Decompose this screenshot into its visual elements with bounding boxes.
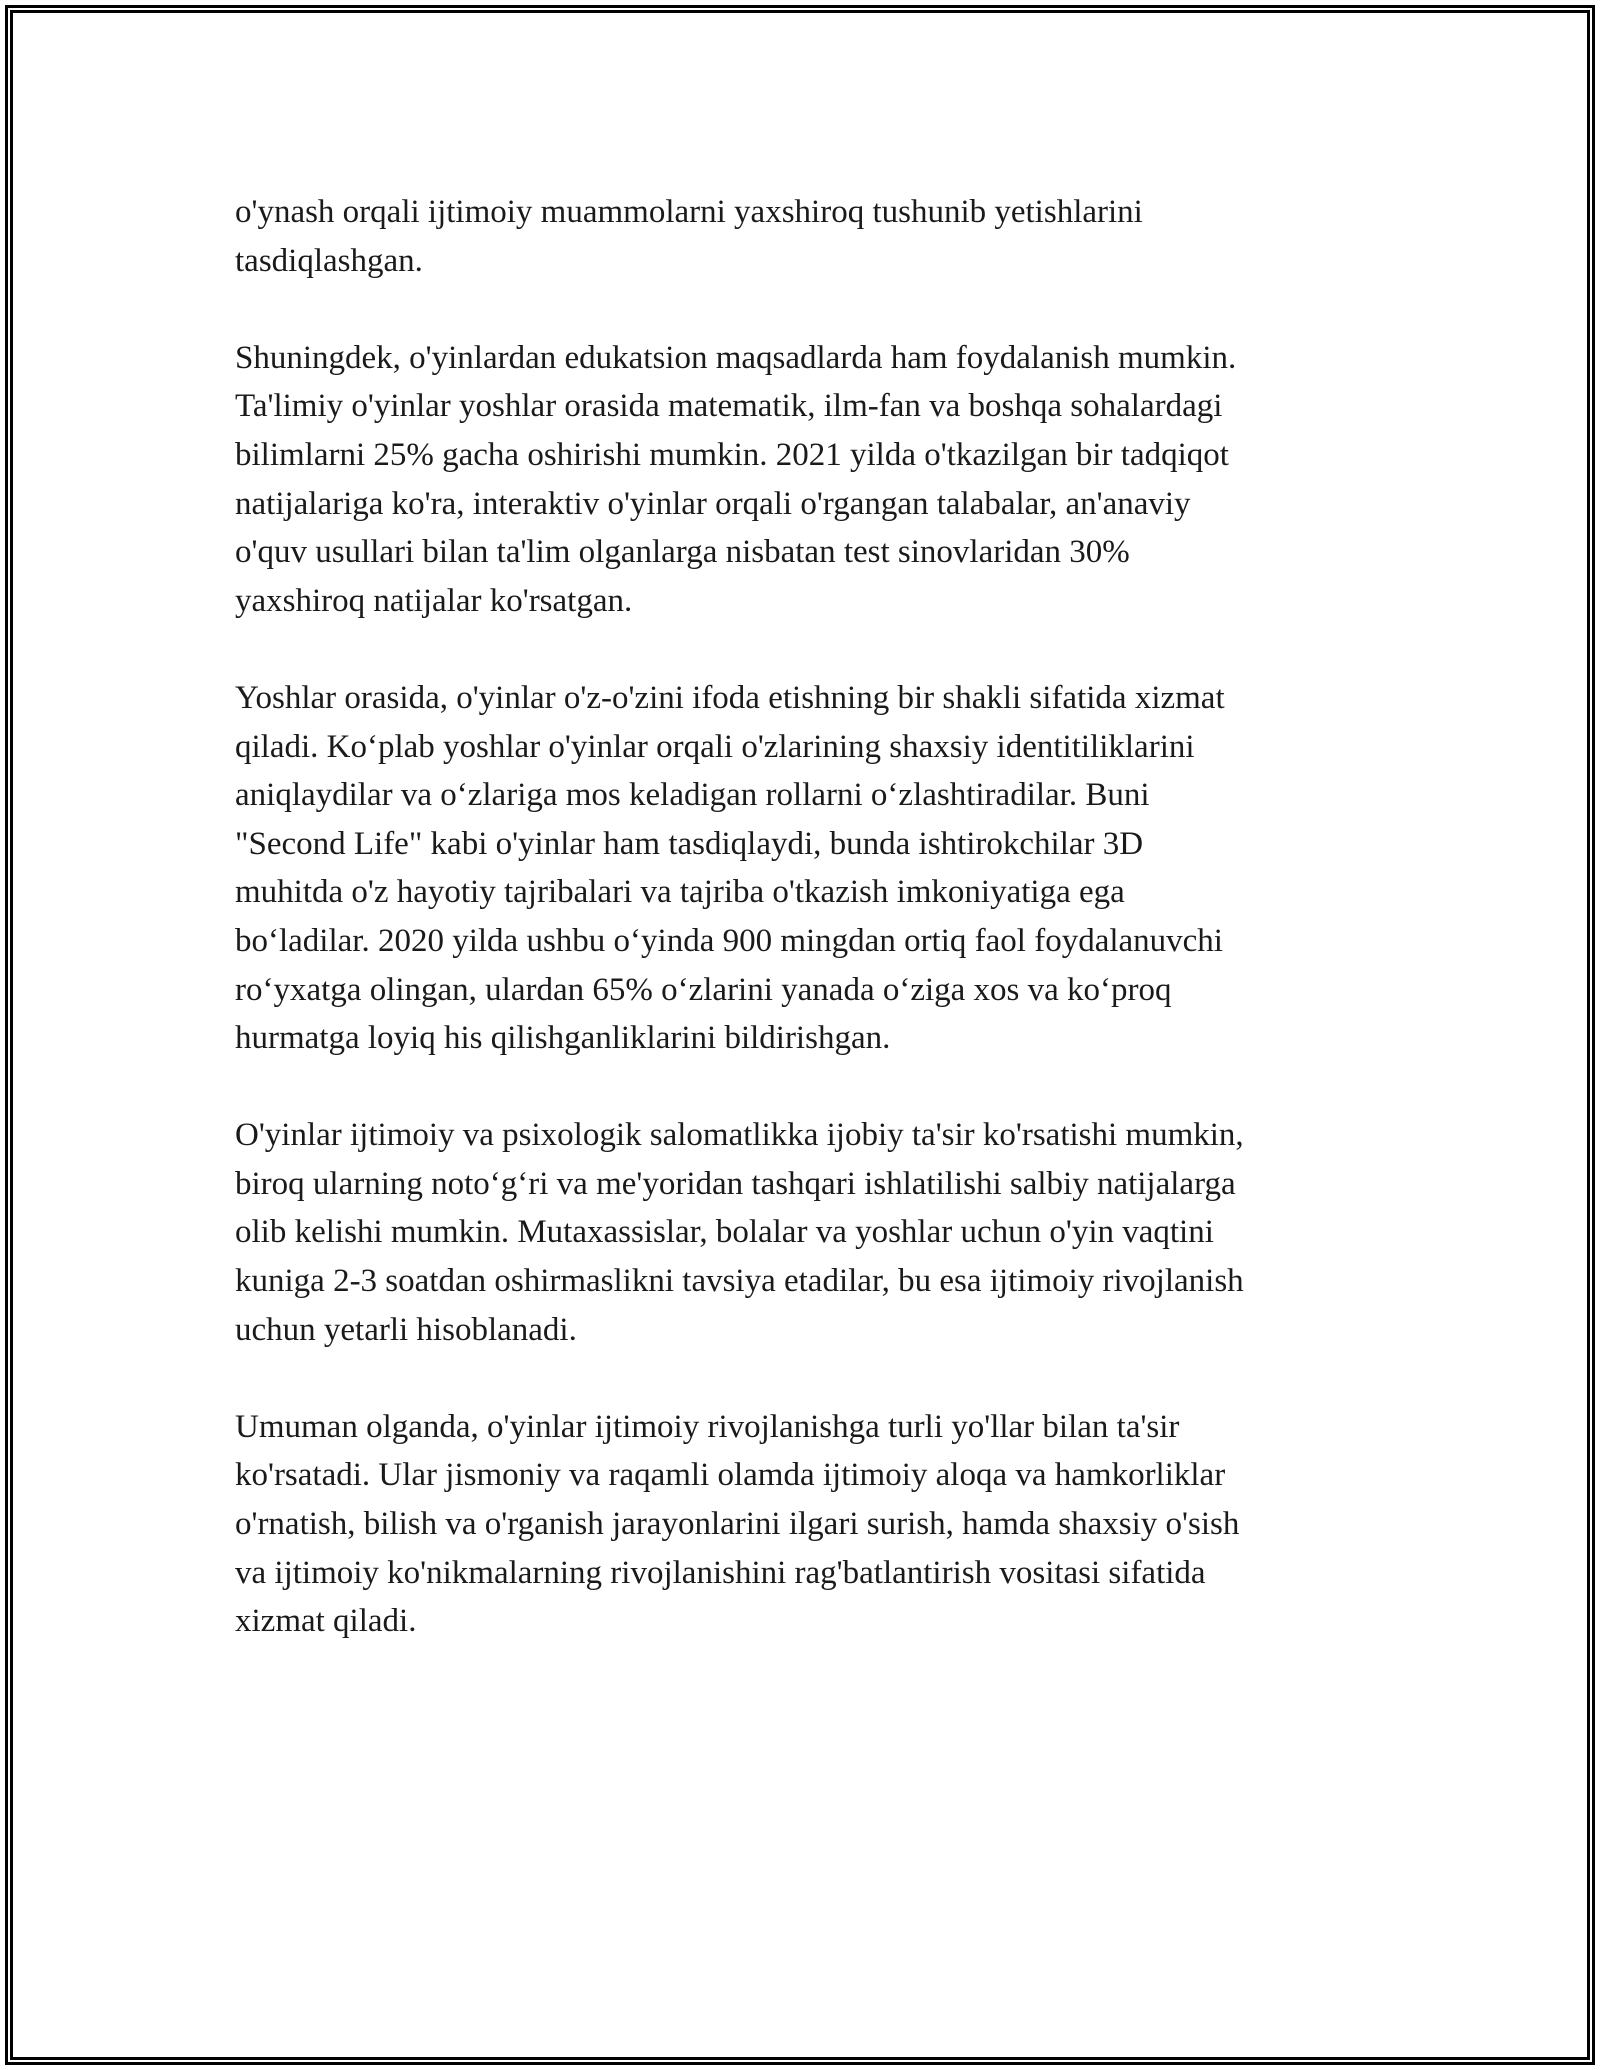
paragraph-line: O'yinlar ijtimoiy va psixologik salomatlikka ijobiy ta'sir ko'rsatishi mumkin, [235,1117,1244,1154]
paragraph-line: uchun yetarli hisoblanadi. [235,1311,577,1348]
paragraph-3 [235,674,1375,1063]
paragraph-line: yaxshiroq natijalar ko'rsatgan. [235,582,633,619]
paragraph-line: biroq ularning notoʻgʻri va me'yoridan tashqari ishlatilishi salbiy natijalarga [235,1165,1236,1202]
paragraph-line: o'rnatish, bilish va o'rganish jarayonlarini ilgari surish, hamda shaxsiy o'sish [235,1506,1240,1543]
paragraph-line: Yoshlar orasida, o'yinlar o'z-o'zini ifoda etishning bir shakli sifatida xizmat [235,679,1225,716]
paragraph-line: tasdiqlashgan. [235,242,423,279]
document-body [235,188,1375,1694]
paragraph-line: Ta'limiy o'yinlar yoshlar orasida matematik, ilm-fan va boshqa sohalardagi [235,388,1223,425]
paragraph-4 [235,1111,1375,1354]
paragraph-line: qiladi. Koʻplab yoshlar o'yinlar orqali o'zlarining shaxsiy identitiliklarini [235,728,1195,765]
paragraph-line: roʻyxatga olingan, ulardan 65% oʻzlarini yanada oʻziga xos va koʻproq [235,971,1172,1008]
paragraph-line: kuniga 2-3 soatdan oshirmaslikni tavsiya etadilar, bu esa ijtimoiy rivojlanish [235,1263,1244,1300]
paragraph-line: "Second Life" kabi o'yinlar ham tasdiqlaydi, bunda ishtirokchilar 3D [235,825,1144,862]
paragraph-5 [235,1403,1375,1646]
paragraph-line: hurmatga loyiq his qilishganliklarini bildirishgan. [235,1020,891,1057]
paragraph-line: aniqlaydilar va oʻzlariga mos keladigan rollarni oʻzlashtiradilar. Buni [235,777,1150,814]
paragraph-line: xizmat qiladi. [235,1603,417,1640]
paragraph-2 [235,334,1375,626]
paragraph-line: va ijtimoiy ko'nikmalarning rivojlanishini rag'batlantirish vositasi sifatida [235,1554,1206,1591]
paragraph-line: Umuman olganda, o'yinlar ijtimoiy rivojlanishga turli yo'llar bilan ta'sir [235,1408,1180,1445]
paragraph-line: o'ynash orqali ijtimoiy muammolarni yaxshiroq tushunib yetishlarini [235,194,1143,230]
paragraph-1 [235,188,1375,285]
paragraph-line: olib kelishi mumkin. Mutaxassislar, bolalar va yoshlar uchun o'yin vaqtini [235,1214,1214,1251]
paragraph-line: o'quv usullari bilan ta'lim olganlarga nisbatan test sinovlaridan 30% [235,534,1130,571]
paragraph-line: boʻladilar. 2020 yilda ushbu oʻyinda 900 mingdan ortiq faol foydalanuvchi [235,922,1223,959]
paragraph-line: bilimlarni 25% gacha oshirishi mumkin. 2021 yilda o'tkazilgan bir tadqiqot [235,436,1229,473]
paragraph-line: ko'rsatadi. Ular jismoniy va raqamli olamda ijtimoiy aloqa va hamkorliklar [235,1457,1226,1494]
paragraph-line: natijalariga ko'ra, interaktiv o'yinlar orqali o'rgangan talabalar, an'anaviy [235,485,1191,522]
paragraph-line: Shuningdek, o'yinlardan edukatsion maqsadlarda ham foydalanish mumkin. [235,339,1237,376]
paragraph-line: muhitda o'z hayotiy tajribalari va tajriba o'tkazish imkoniyatiga ega [235,874,1125,911]
